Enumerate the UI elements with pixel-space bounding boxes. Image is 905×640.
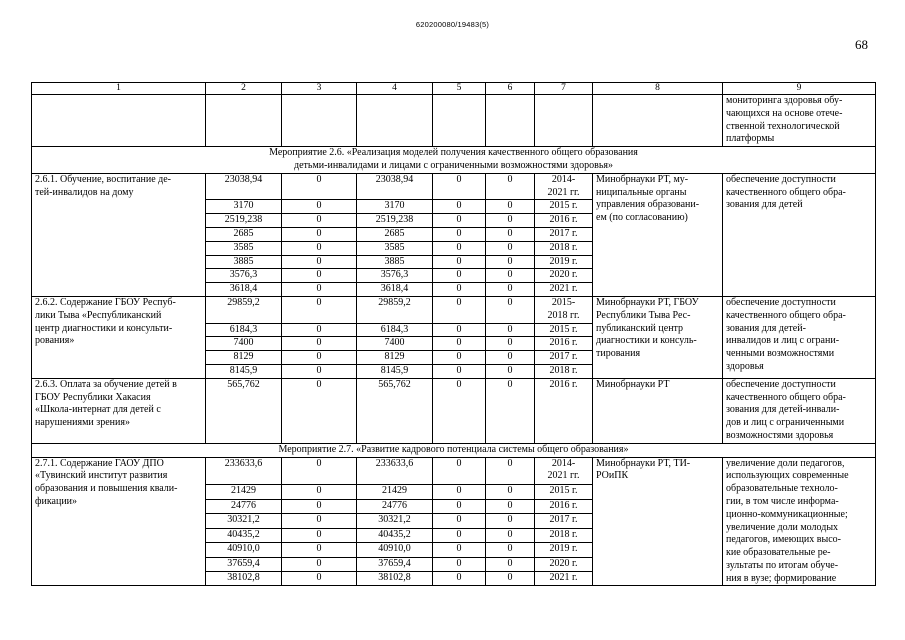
value-cell: 3618,4 [357,283,433,297]
value-cell: 0 [282,227,357,241]
value-cell: 3585 [206,241,282,255]
value-cell: 0 [282,200,357,214]
value-cell: 565,762 [357,378,433,443]
value-cell: 3576,3 [206,269,282,283]
period-cell: 2015- 2018 гг. [535,296,593,323]
result-cell: обеспечение доступности качественного общего обра- зования для детей- инвалидов и лиц с ограни- ченными возможностями здоровья [723,296,876,378]
value-cell: 0 [433,283,486,297]
value-cell: 6184,3 [206,323,282,337]
value-cell: 0 [282,378,357,443]
value-cell: 0 [282,214,357,228]
value-cell: 38102,8 [357,571,433,586]
empty-cell [535,95,593,147]
column-number-5: 5 [433,83,486,95]
value-cell: 0 [433,323,486,337]
period-cell: 2015 г. [535,323,593,337]
result-cell: обеспечение доступности качественного общего обра- зования для детей-инвали- дов и лиц с ограниченными возможностями здоровья [723,378,876,443]
value-cell: 2685 [357,227,433,241]
value-cell: 0 [486,514,535,528]
value-cell: 0 [486,255,535,269]
value-cell: 0 [282,337,357,351]
value-cell: 0 [486,227,535,241]
period-cell: 2017 г. [535,351,593,365]
value-cell: 3170 [357,200,433,214]
value-cell: 24776 [357,499,433,513]
period-cell: 2017 г. [535,514,593,528]
value-cell: 0 [486,200,535,214]
value-cell: 23038,94 [206,173,282,200]
value-cell: 0 [486,241,535,255]
document-code: 620200080/19483(5) [415,20,490,29]
table-row [32,296,876,323]
period-cell: 2014- 2021 гг. [535,457,593,485]
value-cell: 40435,2 [357,528,433,542]
value-cell: 0 [282,364,357,378]
value-cell: 8145,9 [357,364,433,378]
value-cell: 0 [433,255,486,269]
value-cell: 0 [433,514,486,528]
table-row [32,378,876,443]
column-number-9: 9 [723,83,876,95]
value-cell: 0 [486,557,535,571]
value-cell: 29859,2 [357,296,433,323]
period-cell: 2018 г. [535,528,593,542]
value-cell: 37659,4 [206,557,282,571]
value-cell: 30321,2 [357,514,433,528]
column-number-3: 3 [282,83,357,95]
value-cell: 7400 [357,337,433,351]
value-cell: 0 [433,528,486,542]
empty-cell [32,95,206,147]
value-cell: 0 [282,571,357,586]
value-cell: 0 [433,364,486,378]
result-cell: обеспечение доступности качественного общего обра- зования для детей [723,173,876,296]
value-cell: 0 [486,499,535,513]
value-cell: 0 [433,351,486,365]
section-heading: Мероприятие 2.7. «Развитие кадрового потенциала системы общего образования» [32,443,876,457]
value-cell: 0 [282,499,357,513]
value-cell: 3170 [206,200,282,214]
period-cell: 2018 г. [535,364,593,378]
activity-name-cell: 2.6.1. Обучение, воспитание де- тей-инвалидов на дому [32,173,206,296]
value-cell: 8145,9 [206,364,282,378]
value-cell: 0 [486,457,535,485]
value-cell: 0 [486,214,535,228]
value-cell: 0 [433,337,486,351]
activity-name-cell: 2.7.1. Содержание ГАОУ ДПО «Тувинский институт развития образования и повышения квали- фикации» [32,457,206,586]
value-cell: 0 [433,378,486,443]
executor-cell: Минобрнауки РТ, ТИ- РОиПК [593,457,723,586]
value-cell: 0 [282,351,357,365]
section-heading-row [32,443,876,457]
value-cell: 7400 [206,337,282,351]
empty-cell [593,95,723,147]
period-cell: 2016 г. [535,378,593,443]
value-cell: 0 [282,543,357,557]
value-cell: 0 [282,528,357,542]
value-cell: 233633,6 [357,457,433,485]
value-cell: 2519,238 [206,214,282,228]
value-cell: 0 [486,269,535,283]
table-row [32,173,876,200]
value-cell: 0 [282,173,357,200]
value-cell: 0 [486,296,535,323]
program-activities-table [31,82,876,586]
value-cell: 8129 [206,351,282,365]
value-cell: 3885 [357,255,433,269]
activity-name-cell: 2.6.2. Содержание ГБОУ Респуб- лики Тыва «Республиканский центр диагностики и консульти- рования» [32,296,206,378]
period-cell: 2016 г. [535,337,593,351]
value-cell: 38102,8 [206,571,282,586]
value-cell: 0 [282,255,357,269]
value-cell: 0 [433,227,486,241]
empty-cell [433,95,486,147]
value-cell: 0 [282,296,357,323]
executor-cell: Минобрнауки РТ, му- ниципальные органы управления образовани- ем (по согласованию) [593,173,723,296]
value-cell: 40910,0 [206,543,282,557]
column-number-4: 4 [357,83,433,95]
value-cell: 0 [433,499,486,513]
period-cell: 2014- 2021 гг. [535,173,593,200]
period-cell: 2021 г. [535,283,593,297]
value-cell: 0 [433,269,486,283]
result-cell: увеличение доли педагогов, использующих современные образовательные техноло- гии, в том числе информа- ционно-коммуникационные; увеличение доли молодых педагогов, имеющих высо- кие образовательные ре- зультаты по итогам обуче- ния в вузе; формирование [723,457,876,586]
period-cell: 2016 г. [535,214,593,228]
value-cell: 0 [433,543,486,557]
value-cell: 0 [486,364,535,378]
value-cell: 0 [433,457,486,485]
value-cell: 3885 [206,255,282,269]
value-cell: 40435,2 [206,528,282,542]
value-cell: 29859,2 [206,296,282,323]
empty-cell [486,95,535,147]
value-cell: 2685 [206,227,282,241]
value-cell: 0 [433,557,486,571]
value-cell: 0 [486,173,535,200]
table-row [32,457,876,485]
period-cell: 2016 г. [535,499,593,513]
value-cell: 40910,0 [357,543,433,557]
value-cell: 0 [433,571,486,586]
value-cell: 6184,3 [357,323,433,337]
period-cell: 2019 г. [535,543,593,557]
value-cell: 0 [486,485,535,499]
value-cell: 565,762 [206,378,282,443]
value-cell: 8129 [357,351,433,365]
empty-cell [282,95,357,147]
period-cell: 2020 г. [535,557,593,571]
value-cell: 0 [282,241,357,255]
activity-name-cell: 2.6.3. Оплата за обучение детей в ГБОУ Республики Хакасия «Школа-интернат для детей с нарушениями зрения» [32,378,206,443]
value-cell: 0 [433,485,486,499]
period-cell: 2018 г. [535,241,593,255]
value-cell: 0 [486,323,535,337]
column-number-2: 2 [206,83,282,95]
value-cell: 0 [433,241,486,255]
column-number-8: 8 [593,83,723,95]
value-cell: 0 [486,283,535,297]
value-cell: 21429 [357,485,433,499]
value-cell: 23038,94 [357,173,433,200]
value-cell: 24776 [206,499,282,513]
value-cell: 0 [282,283,357,297]
value-cell: 0 [486,528,535,542]
value-cell: 3618,4 [206,283,282,297]
period-cell: 2015 г. [535,485,593,499]
value-cell: 0 [282,323,357,337]
value-cell: 0 [282,457,357,485]
column-number-row [32,83,876,95]
value-cell: 0 [282,514,357,528]
value-cell: 0 [433,200,486,214]
period-cell: 2015 г. [535,200,593,214]
value-cell: 3576,3 [357,269,433,283]
period-cell: 2019 г. [535,255,593,269]
executor-cell: Минобрнауки РТ [593,378,723,443]
result-cell: мониторинга здоровья обу- чающихся на основе отече- ственной технологической платформы [723,95,876,147]
table-body [32,83,876,586]
value-cell: 0 [486,351,535,365]
value-cell: 0 [486,571,535,586]
value-cell: 0 [282,485,357,499]
value-cell: 0 [486,543,535,557]
period-cell: 2021 г. [535,571,593,586]
period-cell: 2017 г. [535,227,593,241]
section-heading-row [32,147,876,174]
column-number-6: 6 [486,83,535,95]
value-cell: 0 [486,337,535,351]
value-cell: 30321,2 [206,514,282,528]
empty-cell [206,95,282,147]
value-cell: 37659,4 [357,557,433,571]
continuation-row [32,95,876,147]
value-cell: 0 [486,378,535,443]
executor-cell: Минобрнауки РТ, ГБОУ Республики Тыва Рес- публиканский центр диагностики и консуль- тирования [593,296,723,378]
page-number: 68 [855,37,868,52]
value-cell: 0 [433,296,486,323]
empty-cell [357,95,433,147]
section-heading: Мероприятие 2.6. «Реализация моделей получения качественного общего образования детьми-инвалидами и лицами с ограниченными возможностями здоровья» [32,147,876,174]
value-cell: 21429 [206,485,282,499]
value-cell: 0 [282,557,357,571]
value-cell: 0 [282,269,357,283]
value-cell: 3585 [357,241,433,255]
value-cell: 233633,6 [206,457,282,485]
period-cell: 2020 г. [535,269,593,283]
value-cell: 2519,238 [357,214,433,228]
column-number-7: 7 [535,83,593,95]
value-cell: 0 [433,214,486,228]
value-cell: 0 [433,173,486,200]
column-number-1: 1 [32,83,206,95]
